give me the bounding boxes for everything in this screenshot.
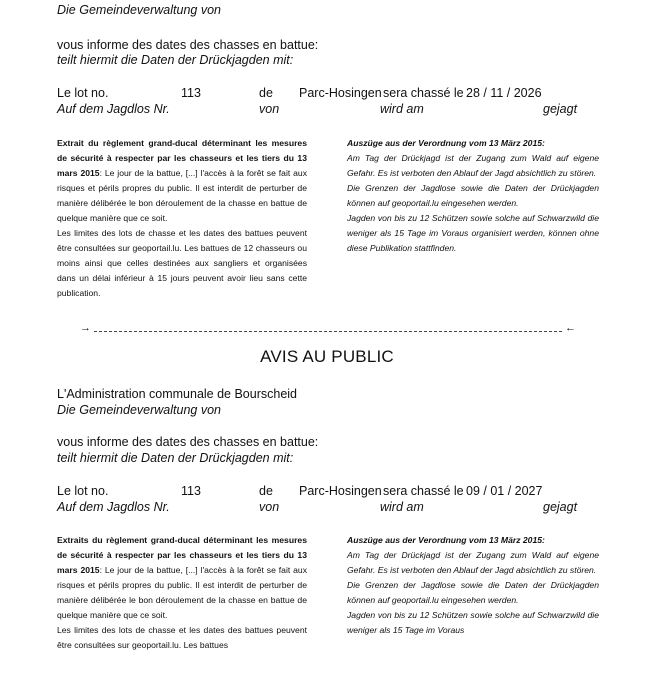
lot-number: 113	[181, 484, 201, 498]
regulation-para1-fr: : Le jour de la battue, [...] l'accès à la forêt se fait aux risques et périls propres du public. Il est interdit de perturber de manière délibérée le bon déroulement de la chasse en battue de quelque manière que ce soit.	[57, 168, 307, 223]
lot-label-fr: Le lot no.	[57, 86, 109, 100]
hunt-date: 28 / 11 / 2026	[466, 86, 542, 100]
inform-text-fr: vous informe des dates des chasses en battue:	[57, 38, 319, 52]
regulation-para2-de: Die Grenzen der Jagdlose sowie die Daten der Drückjagden können auf geoportail.lu eingesehen werden.	[347, 580, 599, 605]
inform-text-fr: vous informe des dates des chasses en battue:	[57, 435, 319, 449]
regulation-heading-fr: Extrait du règlement grand-ducal déterminant les mesures de sécurité à respecter par les chasseurs et les tiers du 13 mars 2015	[57, 138, 307, 178]
regulation-para3-de: Jagden von bis zu 12 Schützen sowie solche auf Schwarzwild die weniger als 15 Tage im Voraus organisiert werden, können ohne diese Publikation stattfinden.	[347, 213, 599, 253]
regulation-heading-de: Auszüge aus der Verordnung vom 13 März 2015:	[347, 138, 545, 148]
hunt-location: Parc-Hosingen	[299, 484, 382, 498]
cut-dashed-divider	[94, 331, 562, 332]
regulation-heading-de: Auszüge aus der Verordnung vom 13 März 2015:	[347, 535, 545, 545]
cut-arrow-left-icon: ←	[565, 322, 576, 334]
inform-text-de: teilt hiermit die Daten der Drückjagden mit:	[57, 53, 294, 67]
regulation-extract-de	[347, 136, 599, 256]
cut-arrow-right-icon: →	[80, 322, 91, 334]
regulation-para1-de: Am Tag der Drückjagd ist der Zugang zum Wald auf eigene Gefahr. Es ist verboten den Ablauf der Jagd absichtlich zu stören.	[347, 550, 599, 575]
de-label-fr: de	[259, 484, 273, 498]
wird-label-de: wird am	[380, 102, 424, 116]
hunt-location: Parc-Hosingen	[299, 86, 382, 100]
commune-name-de: Die Gemeindeverwaltung von	[57, 3, 221, 17]
lot-label-fr: Le lot no.	[57, 484, 109, 498]
wird-label-de: wird am	[380, 500, 424, 514]
lot-label-de: Auf dem Jagdlos Nr.	[57, 500, 170, 514]
chasse-label-fr: sera chassé le	[383, 484, 464, 498]
regulation-extract-fr	[57, 136, 307, 301]
cut-line	[80, 322, 576, 337]
commune-name-de: Die Gemeindeverwaltung von	[57, 403, 221, 417]
regulation-para2-fr: Les limites des lots de chasse et les dates des battues peuvent être consultées sur geoportail.lu. Les battues de 12 chasseurs ou moins ainsi que celles destinées aux sangliers et organisées dans un délai inférieur à 15 jours peuvent avoir lieu sans cette publication.	[57, 228, 307, 298]
regulation-extract-fr	[57, 533, 307, 653]
von-label-de: von	[259, 102, 280, 116]
chasse-label-fr: sera chassé le	[383, 86, 464, 100]
de-label-fr: de	[259, 86, 273, 100]
gejagt-label-de: gejagt	[543, 500, 578, 514]
regulation-para3-de: Jagden von bis zu 12 Schützen sowie solche auf Schwarzwild die weniger als 15 Tage im Voraus	[347, 610, 599, 635]
regulation-para2-de: Die Grenzen der Jagdlose sowie die Daten der Drückjagden können auf geoportail.lu eingesehen werden.	[347, 183, 599, 208]
von-label-de: von	[259, 500, 280, 514]
inform-text-de: teilt hiermit die Daten der Drückjagden mit:	[57, 451, 294, 465]
regulation-extract-de	[347, 533, 599, 638]
lot-label-de: Auf dem Jagdlos Nr.	[57, 102, 170, 116]
regulation-para1-fr: : Le jour de la battue, [...] l'accès à la forêt se fait aux risques et périls propres du public. Il est interdit de perturber de manière délibérée le bon déroulement de la chasse en battue de quelque manière que ce soit.	[57, 565, 307, 620]
lot-number: 113	[181, 86, 201, 100]
regulation-heading-fr: Extraits du règlement grand-ducal déterminant les mesures de sécurité à respecter par les chasseurs et les tiers du 13 mars 2015	[57, 535, 307, 575]
gejagt-label-de: gejagt	[543, 102, 578, 116]
commune-name-fr: L'Administration communale de Bourscheid	[57, 387, 298, 401]
regulation-para2-fr: Les limites des lots de chasse et les dates des battues peuvent être consultées sur geoportail.lu. Les battues	[57, 625, 307, 650]
page-title: AVIS AU PUBLIC	[260, 347, 394, 366]
regulation-para1-de: Am Tag der Drückjagd ist der Zugang zum Wald auf eigene Gefahr. Es ist verboten den Ablauf der Jagd absichtlich zu stören.	[347, 153, 599, 178]
hunt-date: 09 / 01 / 2027	[466, 484, 543, 498]
